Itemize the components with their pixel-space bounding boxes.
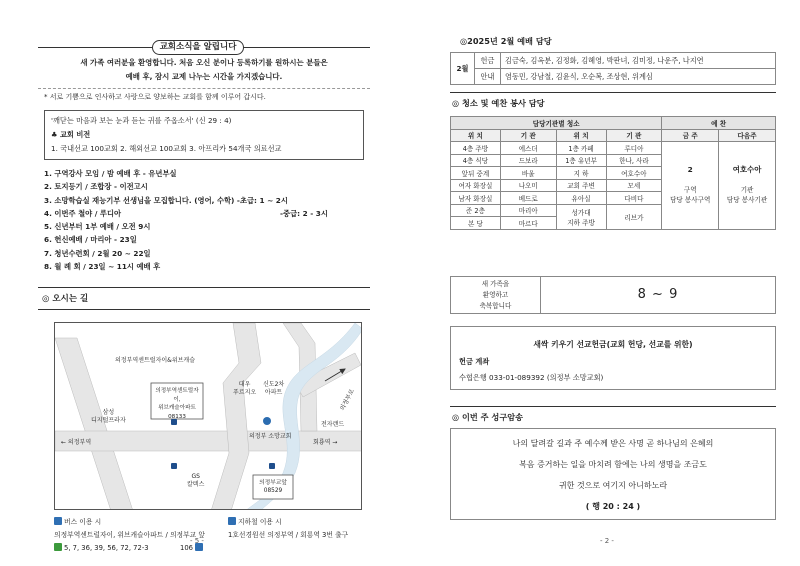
divider: [38, 309, 370, 310]
list-item: 3. 소망학습실 재능기부 선생님을 모집합니다. (영어, 수학) -초급: 1 ~ 2시: [44, 195, 288, 205]
map-label-gs: GS 칼텍스: [187, 473, 205, 488]
welcome-line-1: 새 가족 여러분을 환영합니다. 처음 오신 분이나 등록하기를 원하시는 분들은: [80, 58, 328, 67]
club-icon: ♣: [51, 130, 60, 139]
memory-line-2: 복음 증거하는 일을 마치려 함에는 나의 생명을 조금도: [519, 460, 707, 469]
clean-header: 담당기관별 청소: [451, 117, 662, 130]
memory-verse-box: [450, 428, 776, 520]
verse-text: '깨닫는 마음과 보는 눈과 듣는 귀를 주옵소서' (신 29 : 4): [51, 116, 232, 125]
bus-numbers: 5, 7, 36, 39, 56, 72, 72-3: [54, 543, 149, 552]
cleaning-table: [450, 116, 776, 230]
map-bus-stop-1: 의정부역센트럴자이, 위브캐슬아파트 08133: [155, 388, 199, 420]
offering-account-label: 헌금 계좌: [459, 357, 490, 366]
verse-box: [44, 110, 364, 160]
col-this-week: 금 주: [662, 129, 719, 142]
table-row: 4층 식당 드보라 1층 유년부 한나, 사라: [451, 154, 776, 167]
map-label-central: 의정부역센트럴자이&위브캐슬: [115, 357, 196, 364]
bus-extra: 106: [180, 543, 205, 552]
memory-title: ◎ 이번 주 성구암송: [452, 412, 524, 422]
offering-title: 새싹 키우기 선교헌금(교회 헌당, 선교를 위한): [533, 340, 693, 349]
list-item: 2. 토지등기 / 조합장 - 이전고시: [44, 182, 148, 192]
map-bus-stop-2: 의정부교앞 08529: [259, 480, 287, 494]
list-item: 7. 청년수련회 / 2월 20 ~ 22일: [44, 248, 151, 258]
welcome-label: 새 가족을 환영하고 축복합니다: [451, 277, 541, 313]
col-location: 위 치: [451, 129, 501, 142]
divider: [38, 88, 370, 89]
news-title: 교회소식을 알립니다: [152, 40, 244, 55]
list-item: 1. 구역강사 모임 / 밤 예배 후 - 유년부실: [44, 169, 177, 178]
page-number: - 2 -: [600, 537, 614, 545]
table-row: 본 당 마르다: [451, 217, 776, 230]
vision-text: 1. 국내선교 100교회 2. 해외선교 100교회 3. 아프리카 54개국 의료선교: [51, 144, 282, 153]
table-row: 여자 화장실 나오미 교회 주변 모세: [451, 179, 776, 192]
list-item: 6. 헌신예배 / 마리아 - 23일: [44, 235, 137, 245]
map-label-church: 의정부 소망교회: [249, 433, 292, 440]
col-org: 기 관: [606, 129, 662, 142]
memory-ref: ( 행 20 : 24 ): [585, 502, 641, 511]
memory-line-3: 귀한 것으로 여기지 아니하노라: [558, 481, 668, 490]
divider: [450, 406, 776, 407]
choir-cell: 성가대 지하 주방: [556, 204, 606, 229]
target-icon: ◎: [452, 412, 462, 422]
table-row: 4층 주방 에스더 1층 카페 루디아 2 구역 담당 봉사구역 여호수아 기관 담당 봉사기관: [451, 142, 776, 155]
list-item: 8. 월 례 회 / 23일 ~ 11시 예배 후: [44, 262, 161, 272]
role-guide: 안내: [475, 69, 501, 85]
names-guide: 염동민, 강남철, 김윤식, 오순복, 조상현, 위계심: [501, 69, 776, 85]
green-bus-icon: [54, 543, 62, 551]
table-row: 준 2층 마리아 성가대 지하 주방 리브가: [451, 204, 776, 217]
directions-title: ◎ 오시는 길: [42, 294, 89, 304]
welcome-line-2: 예배 후, 잠시 교제 나누는 시간을 가지겠습니다.: [125, 72, 283, 81]
page-number: - 5 -: [190, 537, 204, 545]
map-label-left-arrow: ← 의정부역: [61, 439, 92, 446]
bus-stops: 의정부역센트럴자이, 위브캐슬아파트 / 의정부교 앞: [54, 531, 205, 539]
praise-this-week: 2 구역 담당 봉사구역: [662, 142, 719, 230]
worship-month: 2월: [451, 53, 475, 85]
subway-icon: [228, 517, 236, 525]
target-icon: ◎: [452, 98, 462, 108]
bus-icon: [54, 517, 62, 525]
list-item: 4. 이번주 철야 / 루디아 -중급: 2 - 3시: [44, 207, 364, 220]
divider: [450, 92, 776, 93]
announcement-list: [44, 167, 364, 273]
welcome-number: 8 ~ 9: [637, 287, 679, 302]
divider: [38, 287, 370, 288]
worship-title: ◎2025년 2월 예배 담당: [460, 36, 552, 46]
welcome-box: [450, 276, 776, 314]
table-row: 앞뒤 중계 바울 지 하 여호수아: [451, 167, 776, 180]
worship-table: [450, 52, 776, 85]
map-label-road: 의정부로: [338, 388, 357, 412]
offering-account: 수협은행 033-01-089392 (의정부 소망교회): [459, 373, 604, 382]
role-offering: 헌금: [475, 53, 501, 69]
target-icon: ◎: [42, 294, 53, 304]
list-item: 5. 신년부터 1부 예배 / 오전 9시: [44, 222, 151, 232]
note-text: * 서로 기쁨으로 인사하고 사랑으로 양보하는 교회를 함께 이루어 갑시다.: [44, 93, 266, 101]
offering-box: [450, 326, 776, 390]
item4-right: -중급: 2 - 3시: [280, 208, 328, 218]
subway-text: 1호선경원선 의정부역 / 회룡역 3번 출구: [228, 531, 349, 539]
col-org: 기 관: [500, 129, 556, 142]
map-label-daewoo: 대우 푸르지오: [233, 381, 257, 396]
map-label-samsung: 삼성 디지털프라자: [91, 409, 126, 424]
praise-header: 예 찬: [662, 117, 776, 130]
vision-title: 교회 비전: [59, 130, 91, 139]
table-row: 남자 화장실 베드로 유아실 다비다: [451, 192, 776, 205]
directions-map: [54, 322, 362, 510]
clean-title: ◎ 청소 및 예찬 봉사 담당: [452, 98, 545, 108]
memory-line-1: 나의 달려갈 길과 주 예수께 받은 사명 곧 하나님의 은혜의: [512, 439, 714, 448]
col-next-week: 다음주: [719, 129, 776, 142]
praise-next-week: 여호수아 기관 담당 봉사기관: [719, 142, 776, 230]
col-location: 위 치: [556, 129, 606, 142]
map-label-sindo: 신도2차 아파트: [263, 381, 285, 396]
subway-label: 지하철 이용 시: [228, 516, 282, 526]
bus-label: 버스 이용 시: [54, 516, 101, 526]
map-label-denji: 전자랜드: [321, 421, 345, 428]
names-offering: 김금숙, 김옥분, 김정화, 김혜영, 박판녀, 김미정, 나운주, 나지연: [501, 53, 776, 69]
map-label-right-arrow: 회룡역 →: [313, 439, 338, 446]
